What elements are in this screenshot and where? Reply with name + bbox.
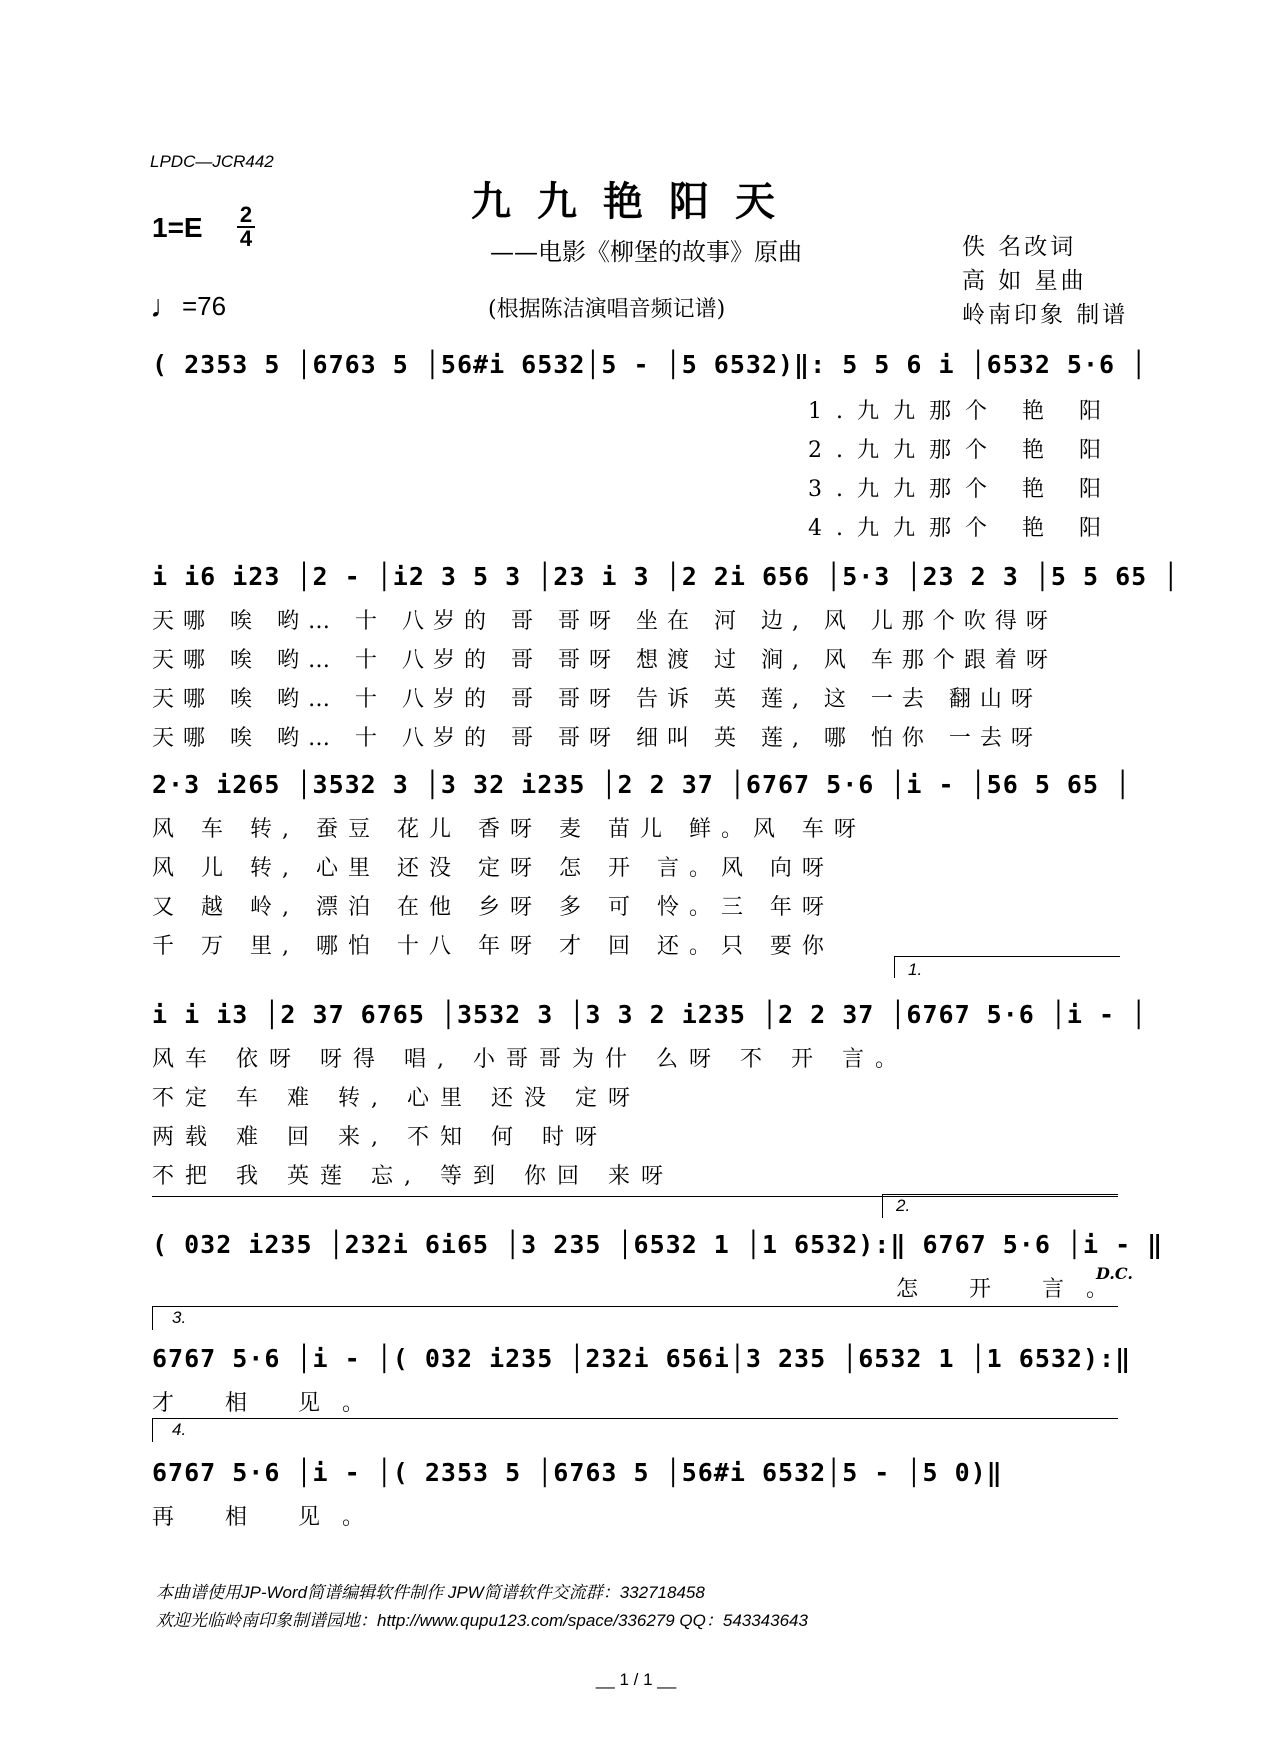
lyric-line: 怎 开 言。 [896, 1277, 1130, 1302]
composer-credit: 高 如 星曲 [962, 268, 1087, 294]
lyric-line: 风 儿 转, 心里 还没 定呀 怎 开 言。风 向呀 [152, 856, 834, 881]
lyric-line: 天哪 唉 哟… 十 八岁的 哥 哥呀 告诉 英 莲, 这 一去 翻山呀 [152, 687, 1042, 712]
lyric-line: 2.九九那个 艳 阳 [808, 438, 1115, 463]
time-signature-top: 2 [239, 202, 253, 227]
key-signature: 1=E [152, 212, 203, 243]
notation-line-5: ( 032 i235 │232i 6i65 │3 235 │6532 1 │1 6532):‖ 6767 5·6 │i - ‖ [152, 1230, 1164, 1259]
ending-4-label: 4. [172, 1420, 187, 1439]
notation-line-7: 6767 5·6 │i - │( 2353 5 │6763 5 │56#i 6532│5 - │5 0)‖ [152, 1458, 1003, 1487]
time-signature [236, 204, 256, 250]
lyricist-credit: 佚 名改词 [962, 234, 1077, 260]
song-subtitle: ——电影《柳堡的故事》原曲 [490, 238, 802, 266]
lyric-line: 不定 车 难 转, 心里 还没 定呀 [152, 1086, 641, 1111]
lyric-line: 1.九九那个 艳 阳 [808, 399, 1115, 424]
ending-3-label: 3. [172, 1308, 187, 1327]
tempo-marking [150, 288, 226, 325]
credits [962, 230, 1128, 332]
da-capo-mark: D.C. [1096, 1264, 1133, 1283]
page-number: __ 1 / 1 __ [595, 1670, 677, 1689]
lyric-line: 风 车 转, 蚕豆 花儿 香呀 麦 苗儿 鲜。风 车呀 [152, 817, 866, 842]
notation-line-4: i i i3 │2 37 6765 │3532 3 │3 3 2 i235 │2 2 37 │6767 5·6 │i - │ [152, 1000, 1148, 1029]
notation-line-1: ( 2353 5 │6763 5 │56#i 6532│5 - │5 6532)‖: 5 5 6 i │6532 5·6 │ [152, 350, 1148, 379]
lyric-line: 才 相 见。 [152, 1391, 386, 1416]
transcriber-credit: 岭南印象 制谱 [962, 302, 1129, 328]
lyric-line: 3.九九那个 艳 阳 [808, 477, 1115, 502]
lyric-line: 4.九九那个 艳 阳 [808, 516, 1115, 541]
lyric-line: 天哪 唉 哟… 十 八岁的 哥 哥呀 细叫 英 莲, 哪 怕你 一去呀 [152, 726, 1042, 751]
notation-line-2: i i6 i23 │2 - │i2 3 5 3 │23 i 3 │2 2i 656 │5·3 │23 2 3 │5 5 65 │ [152, 562, 1180, 591]
notation-line-6: 6767 5·6 │i - │( 032 i235 │232i 656i│3 235 │6532 1 │1 6532):‖ [152, 1344, 1132, 1373]
footer-website-note: 欢迎光临岭南印象制谱园地：http://www.qupu123.com/space/336279 QQ：543343643 [156, 1611, 808, 1630]
ending-1-label: 1. [908, 960, 923, 979]
time-signature-bottom: 4 [239, 226, 253, 251]
tempo-value: =76 [182, 291, 227, 321]
lyric-line: 天哪 唉 哟… 十 八岁的 哥 哥呀 想渡 过 涧, 风 车那个跟着呀 [152, 648, 1057, 673]
notation-line-3: 2·3 i265 │3532 3 │3 32 i235 │2 2 37 │6767 5·6 │i - │56 5 65 │ [152, 770, 1132, 799]
ending-2-label: 2. [896, 1196, 911, 1215]
footer-software-note: 本曲谱使用JP-Word简谱编辑软件制作 JPW简谱软件交流群：332718458 [156, 1583, 705, 1602]
lyric-line: 再 相 见。 [152, 1505, 386, 1530]
lyric-line: 天哪 唉 哟… 十 八岁的 哥 哥呀 坐在 河 边, 风 儿那个吹得呀 [152, 609, 1057, 634]
lyric-line: 风车 依呀 呀得 唱, 小哥哥为什 么呀 不 开 言。 [152, 1047, 908, 1072]
score-code: LPDC—JCR442 [150, 152, 274, 171]
transcription-note: (根据陈洁演唱音频记谱) [488, 297, 726, 322]
lyric-line: 不把 我 英莲 忘, 等到 你回 来呀 [152, 1164, 674, 1189]
lyric-line: 又 越 岭, 漂泊 在他 乡呀 多 可 怜。三 年呀 [152, 895, 834, 920]
lyric-line: 千 万 里, 哪怕 十八 年呀 才 回 还。只 要你 [152, 934, 834, 959]
lyric-line: 两载 难 回 来, 不知 何 时呀 [152, 1125, 608, 1150]
song-title: 九九艳阳天 [471, 178, 801, 225]
quarter-note-icon: ♩ [150, 288, 182, 324]
